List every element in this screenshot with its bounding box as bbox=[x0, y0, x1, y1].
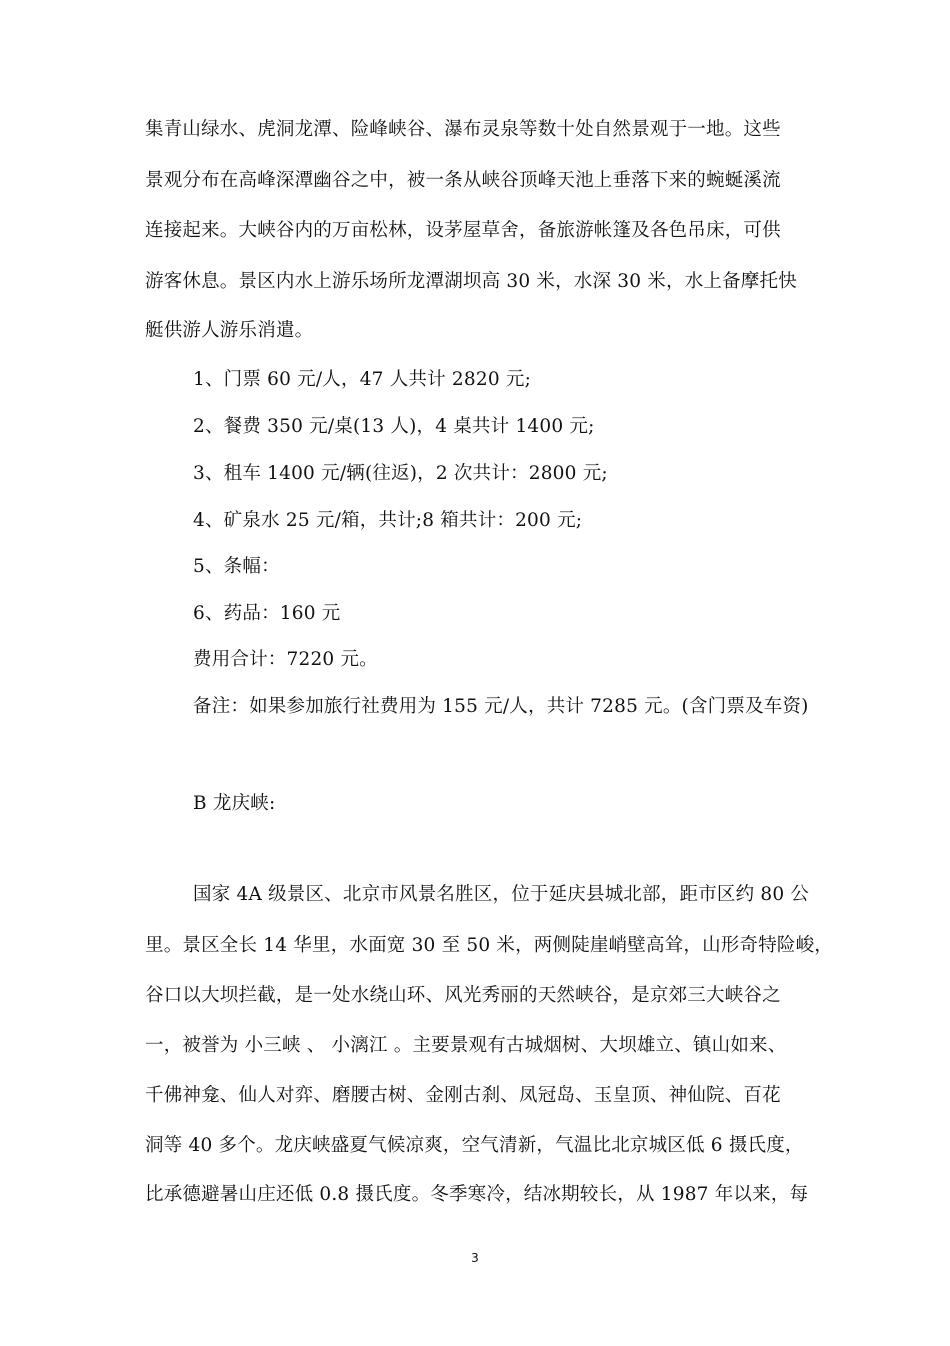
cost-total: 费用合计：7220 元。 bbox=[193, 649, 378, 670]
paragraph1-line: 游客休息。景区内水上游乐场所龙潭湖坝高 30 米，水深 30 米，水上备摩托快 bbox=[145, 271, 797, 292]
section-b-line: 国家 4A 级景区、北京市风景名胜区，位于延庆县城北部，距市区约 80 公 bbox=[193, 884, 810, 905]
section-b-line: 一，被誉为 小三峡 、 小漓江 。主要景观有古城烟树、大坝雄立、镇山如来、 bbox=[145, 1035, 787, 1056]
section-b-line: 里。景区全长 14 华里，水面宽 30 至 50 米，两侧陡崖峭壁高耸，山形奇特险峻， bbox=[145, 935, 834, 956]
cost-item: 2、餐费 350 元/桌(13 人)，4 桌共计 1400 元; bbox=[193, 416, 595, 437]
section-b-line: 谷口以大坝拦截，是一处水绕山环、风光秀丽的天然峡谷，是京郊三大峡谷之 bbox=[145, 985, 781, 1006]
section-b-line: 洞等 40 多个。龙庆峡盛夏气候凉爽，空气清新，气温比北京城区低 6 摄氏度， bbox=[145, 1135, 804, 1156]
cost-item: 1、门票 60 元/人，47 人共计 2820 元; bbox=[193, 369, 532, 390]
paragraph1-line: 艇供游人游乐消遣。 bbox=[145, 320, 314, 341]
paragraph1-line: 集青山绿水、虎洞龙潭、险峰峡谷、瀑布灵泉等数十处自然景观于一地。这些 bbox=[145, 119, 781, 140]
cost-item: 6、药品：160 元 bbox=[193, 603, 341, 624]
page-number: 3 bbox=[471, 1251, 479, 1265]
section-b-line: 比承德避暑山庄还低 0.8 摄氏度。冬季寒冷，结冰期较长，从 1987 年以来，每 bbox=[145, 1184, 809, 1205]
cost-item: 5、条幅： bbox=[193, 556, 280, 577]
cost-item: 4、矿泉水 25 元/箱，共计;8 箱共计：200 元; bbox=[193, 510, 583, 531]
paragraph1-line: 连接起来。大峡谷内的万亩松林，设茅屋草舍，备旅游帐篷及各色吊床，可供 bbox=[145, 220, 781, 241]
section-heading: B 龙庆峡: bbox=[193, 793, 276, 814]
cost-note: 备注：如果参加旅行社费用为 155 元/人，共计 7285 元。(含门票及车资) bbox=[193, 696, 809, 717]
paragraph1-line: 景观分布在高峰深潭幽谷之中，被一条从峡谷顶峰天池上垂落下来的蜿蜒溪流 bbox=[145, 170, 781, 191]
section-b-line: 千佛神龛、仙人对弈、磨腰古树、金刚古刹、凤冠岛、玉皇顶、神仙院、百花 bbox=[145, 1085, 781, 1106]
cost-item: 3、租车 1400 元/辆(往返)，2 次共计：2800 元; bbox=[193, 463, 608, 484]
